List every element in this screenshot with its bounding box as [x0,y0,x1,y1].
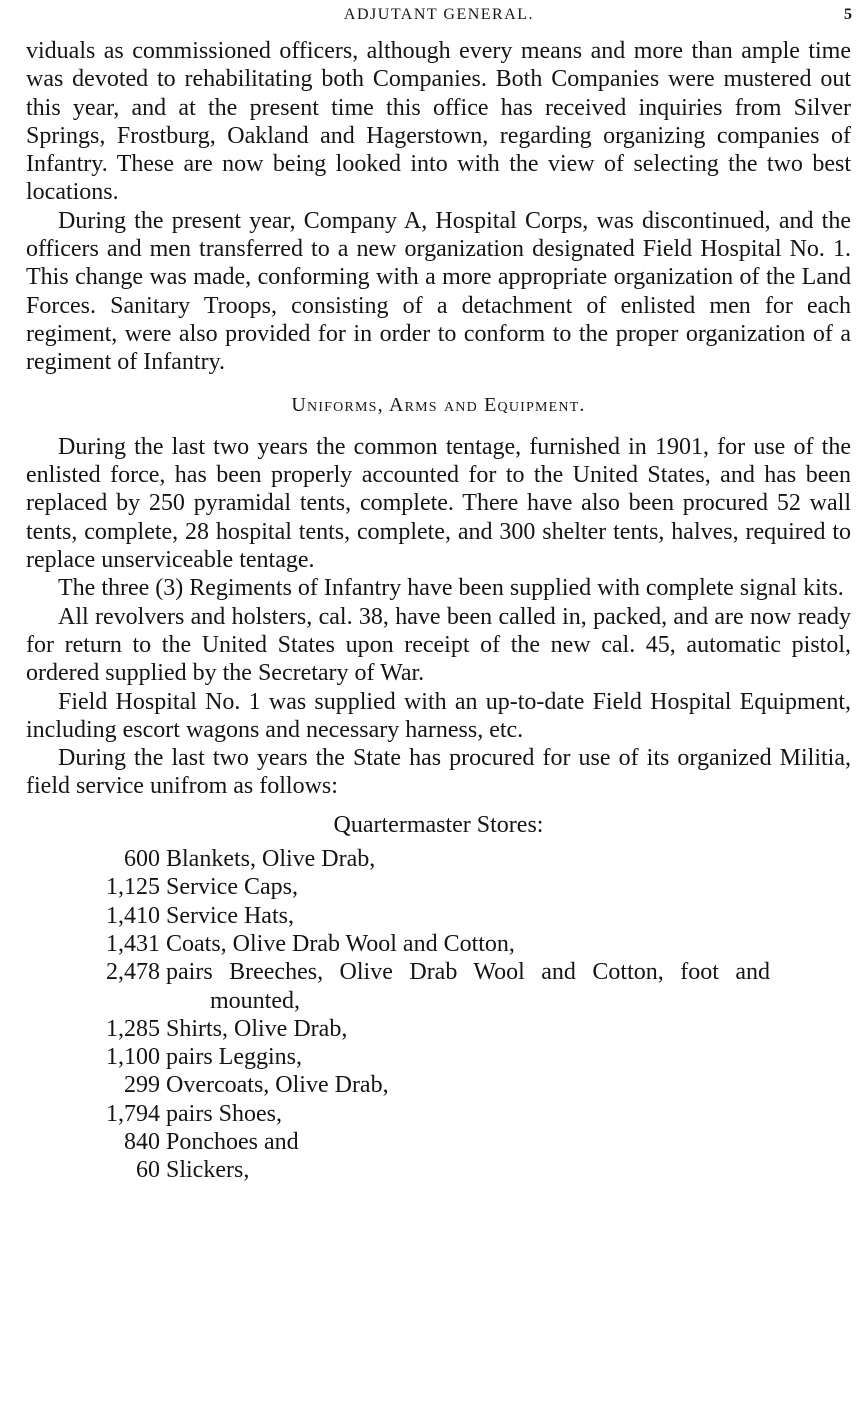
body-text [26,37,851,1185]
item-quantity: 1,431 [106,930,160,957]
item-description: pairs Leggins, [166,1044,302,1071]
page-header [26,6,852,32]
item-description: Service Hats, [166,902,294,929]
list-item [26,1128,851,1156]
list-item [26,873,851,901]
paragraph-signal-kits: The three (3) Regiments of Infantry have been supplied with complete signal kits. [58,575,844,602]
stores-list [26,845,851,1185]
item-description: Overcoats, Olive Drab, [166,1072,389,1099]
item-description: pairs Shoes, [166,1100,282,1127]
list-item [26,1156,851,1184]
item-description: Service Caps, [166,874,298,901]
list-item [26,845,851,873]
list-item [26,1043,851,1071]
list-item [26,930,851,958]
paragraph-continued: viduals as commissioned officers, although every means and more than ample time was devoted to rehabilitating both Companies. Both Companies were mustered out this year, and at the present time this office has received inquiries from Silver Springs, Frostburg, Oakland and Hagerstown, regarding organizing companies of Infantry. These are now being looked into with the view of selecting the two best locations. [26,38,851,206]
item-quantity: 600 [124,846,160,873]
list-item [26,1015,851,1043]
paragraph-field-hospital: Field Hospital No. 1 was supplied with an up-to-date Field Hospital Equipment, including escort wagons and necessary harness, etc. [26,688,851,743]
item-description: Shirts, Olive Drab, [166,1015,348,1042]
item-description: Ponchoes and [166,1128,299,1155]
list-item [26,1100,851,1128]
item-description: Slickers, [166,1157,250,1184]
section-heading: Uniforms, Arms and Equipment. [291,393,586,416]
list-item [26,1071,851,1099]
running-head: ADJUTANT GENERAL. [343,6,535,23]
paragraph-uniform-intro: During the last two years the State has procured for use of its organized Militia, field service unifrom as follows: [26,745,851,800]
item-quantity: 1,410 [106,902,160,929]
paragraph-tentage: During the last two years the common tentage, furnished in 1901, for use of the enlisted force, has been properly accounted for to the United States, and has been replaced by 250 pyramidal tents, complete. There have also been procured 52 wall tents, complete, 28 hospital tents, complete, and 300 shelter tents, halves, required to replace unserviceable tentage. [26,433,851,574]
page-number: 5 [844,6,852,23]
item-quantity: 299 [124,1072,160,1099]
list-item [26,902,851,930]
item-quantity: 1,285 [106,1015,160,1042]
item-description: pairs Breeches, Olive Drab Wool and Cotton, foot and mounted, [166,959,770,1014]
item-quantity: 60 [136,1157,160,1184]
item-quantity: 840 [124,1128,160,1155]
item-quantity: 1,125 [106,874,160,901]
list-item [26,958,851,1015]
item-quantity: 1,794 [106,1100,160,1127]
item-description: Coats, Olive Drab Wool and Cotton, [166,930,515,957]
paragraph-hospital-corps: During the present year, Company A, Hospital Corps, was discontinued, and the officers and men transferred to a new organization designated Field Hospital No. 1. This change was made, conforming with a more appropriate organization of the Land Forces. Sanitary Troops, consisting of a detachment of enlisted men for each regiment, were also provided for in order to conform to the proper organization of a regiment of Infantry. [26,207,851,376]
item-quantity: 1,100 [106,1044,160,1071]
stores-heading: Quartermaster Stores: [333,811,544,838]
paragraph-revolvers: All revolvers and holsters, cal. 38, have been called in, packed, and are now ready for return to the United States upon receipt of the new cal. 45, automatic pistol, ordered supplied by the Secretary of War. [26,603,851,687]
item-quantity: 2,478 [106,959,160,986]
item-description: Blankets, Olive Drab, [166,846,376,873]
